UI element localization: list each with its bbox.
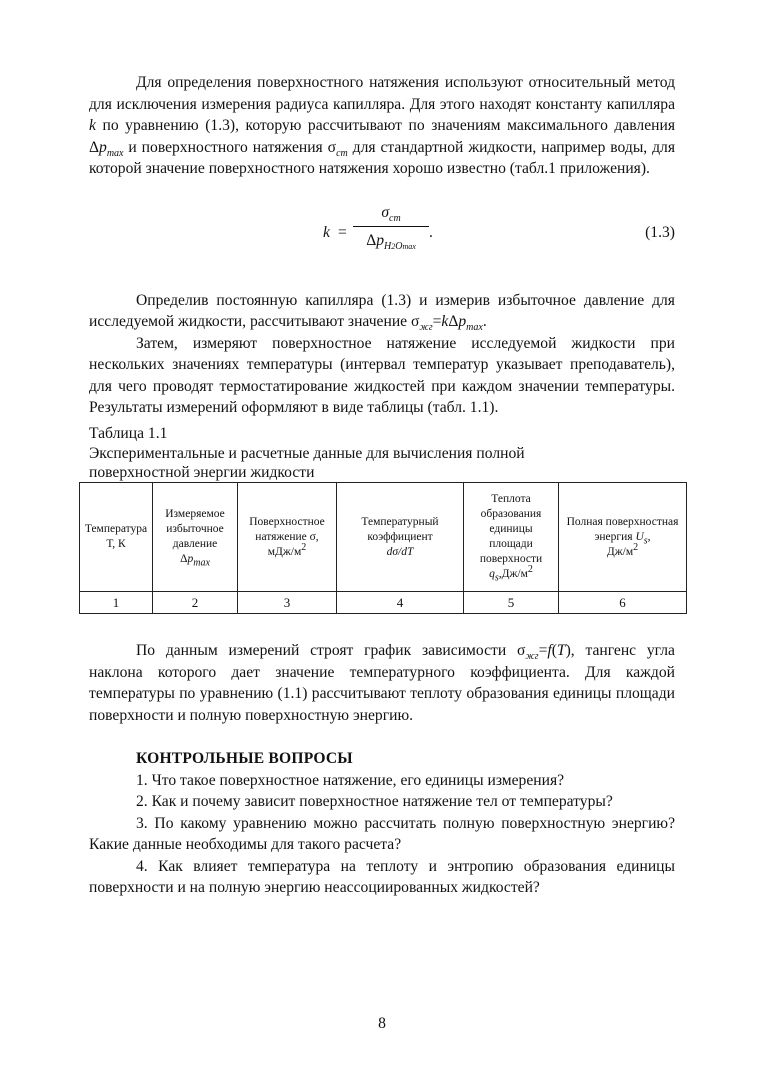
question-item: 2. Как и почему зависит поверхностное натяжение тел от температуры? xyxy=(136,793,613,810)
numerator-subscript: ст xyxy=(389,212,401,224)
question-item: 4. Как влияет температура на теплоту и энтропию образования единицы поверхности и на полную энергию неассоциированных жидкостей? xyxy=(89,857,675,896)
header-heat-formation: Теплота образования единицы площади поверхности $q_s,Дж/м^2$ xyxy=(464,483,559,592)
table-cell: 5 xyxy=(464,592,559,614)
header-temp-coefficient: Температурный коэффициент dσ/dT xyxy=(337,483,464,592)
paragraph-text: Определив постоянную капилляра (1.3) и измерив избыточное давление для исследуемой жидкости, рассчитывают значение σ xyxy=(89,291,675,330)
symbol-k: k xyxy=(89,117,96,134)
subscript-max: max xyxy=(466,322,483,334)
header-total-energy: Полная поверхностная энергия $U_s$, $Дж/м^2$ xyxy=(559,483,687,592)
symbol-k: k xyxy=(441,313,449,330)
subscript-zhg: жг xyxy=(419,322,433,334)
table-title-line1: Экспериментальные и расчетные данные для вычисления полной xyxy=(89,445,525,462)
denominator-p: p xyxy=(376,231,385,249)
table-row xyxy=(80,592,687,614)
denominator-delta: Δ xyxy=(366,231,377,249)
formula-fraction xyxy=(353,202,429,252)
paragraph-measurement: Затем, измеряют поверхностное натяжение исследуемой жидкости при нескольких значениях температуры (интервал температур указывает преподаватель), для чего проводят термостатирование жидкостей при каждом значении температуры. Результаты измерений оформляют в виде таблицы (табл. 1.1). xyxy=(89,334,675,416)
data-table xyxy=(79,482,687,614)
table-title-line2: поверхностной энергии жидкости xyxy=(89,464,315,481)
table-header-row xyxy=(80,483,687,592)
header-temperature: Температура Т, К xyxy=(80,483,153,592)
formula-numerator xyxy=(353,202,429,224)
numerator-sigma: σ xyxy=(381,203,390,221)
formula-equals: = xyxy=(338,223,347,241)
paragraph-text: по уравнению (1.3), которую рассчитывают по значениям максимального давления Δ xyxy=(89,117,675,156)
formula-1-3 xyxy=(89,200,675,274)
paragraph-graph: По данным измерений строят график зависимости $\sigma_{жг}=f(T)$, тангенс угла наклона которого дает значение температурного коэффициента. Для каждой температуры по уравнению (1.1) рассчитывают теплоту образования единицы площади поверхности и полную поверхностную энергию. xyxy=(89,642,675,724)
table-number: Таблица 1.1 xyxy=(89,424,168,442)
table-cell: 4 xyxy=(337,592,464,614)
question-item: 3. По какому уравнению можно рассчитать полную поверхностную энергию? Какие данные необходимы для такого расчета? xyxy=(89,814,675,853)
subscript-max: max xyxy=(106,147,124,159)
paragraph-text: для стандартной жидкости, например воды, для которой значение поверхностного натяжения хорошо известно (табл.1 приложения). xyxy=(89,138,676,177)
subscript-zhg: жг xyxy=(525,651,539,663)
page-number: 8 xyxy=(378,1015,386,1032)
formula-number: (1.3) xyxy=(645,223,675,241)
table-cell: 6 xyxy=(559,592,687,614)
paragraph-text: и поверхностного натяжения σ xyxy=(123,138,337,156)
symbol-p: p xyxy=(458,313,467,330)
formula-lhs: k xyxy=(323,223,330,241)
section-title: КОНТРОЛЬНЫЕ ВОПРОСЫ xyxy=(136,750,353,767)
document-page xyxy=(84,72,679,899)
formula-denominator xyxy=(353,230,429,252)
paragraph-text: Для определения поверхностного натяжения используют относительный метод для исключения измерения радиуса капилляра. Для этого находят константу капилляра xyxy=(89,74,675,113)
formula-period: . xyxy=(429,223,433,241)
table-cell: 2 xyxy=(153,592,238,614)
subscript-st: ст xyxy=(336,147,348,159)
header-pressure: Измеряемое избыточное давление $\Delta p_{max}$ xyxy=(153,483,238,592)
denominator-subscript: H2Omax xyxy=(384,240,416,252)
header-surface-tension: Поверхностное натяжение σ, мДж/$м^2$ xyxy=(238,483,337,592)
symbol-p: p xyxy=(99,138,107,156)
paragraph-method xyxy=(89,72,675,180)
question-item: 1. Что такое поверхностное натяжение, его единицы измерения? xyxy=(136,771,565,789)
paragraph-constant: Определив постоянную капилляра (1.3) и измерив избыточное давление для исследуемой жидкости, рассчитывают значение $\sigma_{жг}=k\Delta p_{max}$. xyxy=(89,291,675,334)
table-cell: 1 xyxy=(80,592,153,614)
table-cell: 3 xyxy=(238,592,337,614)
fraction-bar xyxy=(353,226,429,227)
